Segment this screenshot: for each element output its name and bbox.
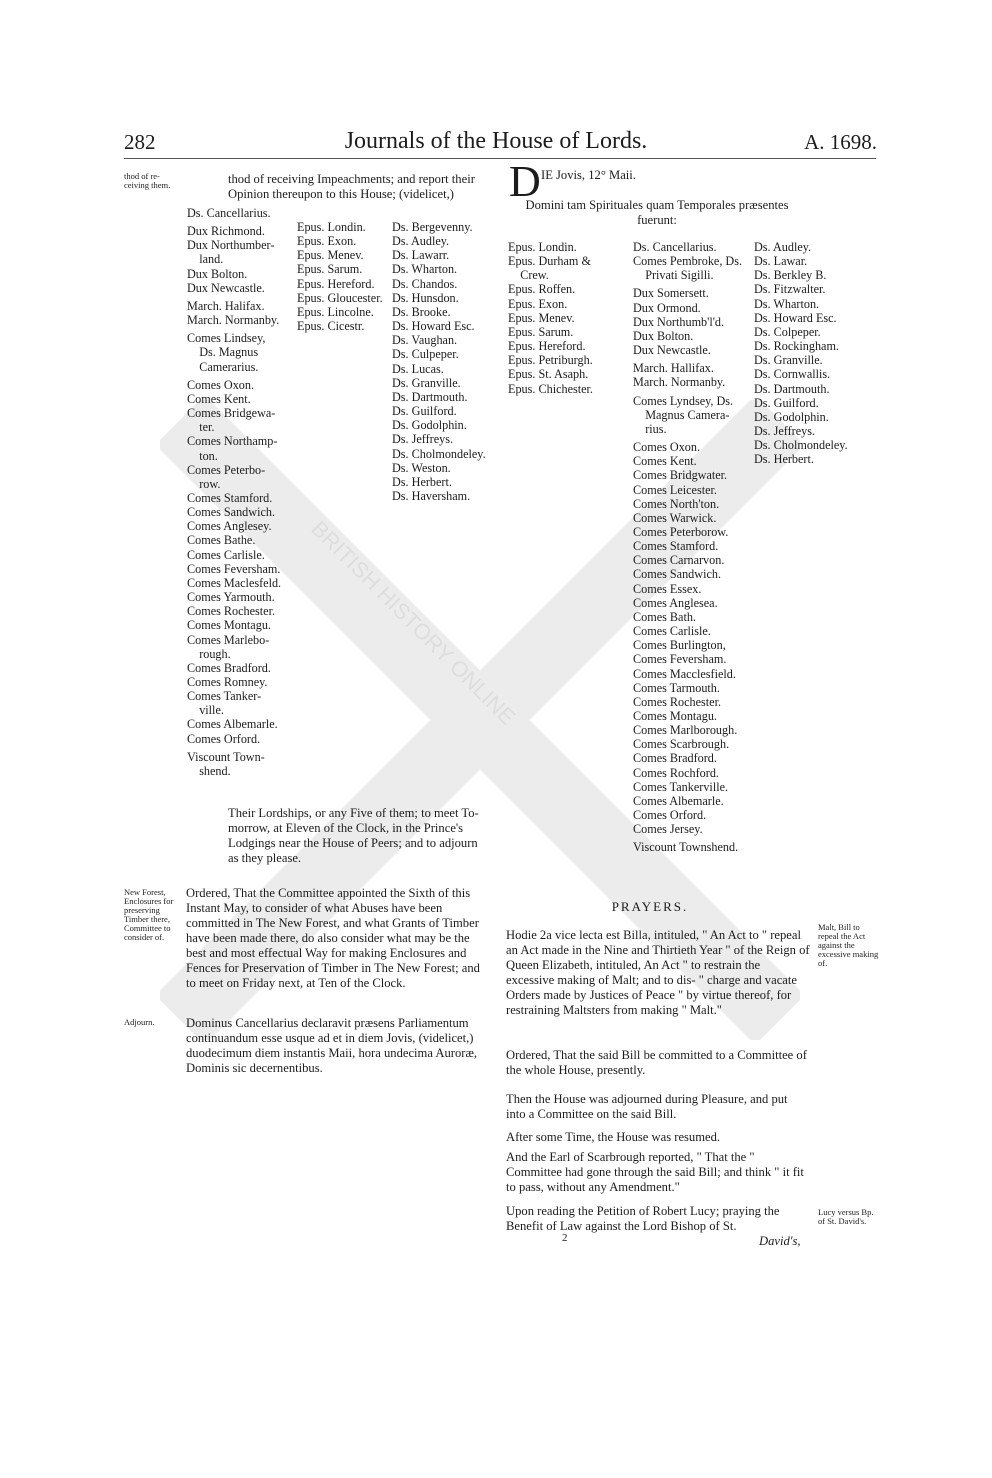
present-temporal-entry: Comes Bath. [633, 609, 696, 624]
ordered-bill-paragraph: Ordered, That the said Bill be committed to a Committee of the whole House, presently. [506, 1048, 807, 1077]
committee-temporal-entry: Dux Northumber- [187, 238, 275, 253]
margin-note-new-forest: New Forest, Enclosures for preserving Timber there, Committee to consider of. [124, 887, 174, 942]
present-baron-entry: Ds. Guilford. [754, 395, 819, 410]
committee-temporal-entry: shend. [187, 763, 231, 778]
present-bishop-entry: Epus. Chichester. [508, 381, 593, 396]
committee-temporal-entry: Comes Bridgewa- [187, 406, 276, 421]
present-bishop-entry: Epus. Roffen. [508, 282, 576, 297]
domini-praesentes: Domini tam Spirituales quam Temporales præsentes fuerunt: [525, 198, 789, 227]
present-temporal-entry: Comes Lyndsey, Ds. [633, 393, 734, 408]
committee-baron-entry: Ds. Weston. [392, 460, 451, 475]
committee-baron-entry: Ds. Culpeper. [392, 347, 459, 362]
present-temporal-entry: March. Hallifax. [633, 361, 714, 376]
present-temporal-entry: Dux Somersett. [633, 286, 709, 301]
petition-paragraph: Upon reading the Petition of Robert Lucy; praying the Benefit of Law against the Lord Bishop of St. [506, 1204, 780, 1233]
present-temporal-entry: rius. [633, 421, 667, 436]
committee-baron-entry: Ds. Dartmouth. [392, 389, 468, 404]
present-temporal-entry: Comes Carnarvon. [633, 553, 725, 568]
present-temporal-entry: Comes Feversham. [633, 652, 727, 667]
committee-bishop-entry: Epus. Lincolne. [297, 304, 374, 319]
present-temporal-entry: March. Normanby. [633, 375, 726, 390]
committee-baron-entry: Ds. Chandos. [392, 276, 458, 291]
committee-baron-entry: Ds. Lucas. [392, 361, 444, 376]
present-baron-entry: Ds. Colpeper. [754, 324, 821, 339]
prayers-heading: PRAYERS. [611, 899, 689, 914]
present-temporal-entry: Dux Bolton. [633, 328, 694, 343]
present-baron-entry: Ds. Herbert. [754, 452, 814, 467]
present-temporal-entry: Comes Jersey. [633, 822, 703, 837]
committee-bishop-entry: Epus. Exon. [297, 234, 357, 249]
impeachment-intro: thod of receiving Impeachments; and report their Opinion thereupon to this House; (videlicet,) [228, 172, 475, 201]
present-temporal-entry: Comes Rochford. [633, 765, 719, 780]
committee-bishop-entry: Epus. Sarum. [297, 262, 363, 277]
present-baron-entry: Ds. Audley. [754, 240, 812, 254]
present-temporal-entry: Comes Scarbrough. [633, 737, 730, 752]
committee-baron-entry: Ds. Godolphin. [392, 418, 467, 433]
margin-note-malt: Malt, Bill to repeal the Act against the excessive making of. [818, 922, 879, 968]
present-temporal-entry: Dux Northumb'l'd. [633, 314, 725, 329]
margin-note-method: thod of re-ceiving them. [124, 171, 171, 190]
present-temporal-entry: Comes Stamford. [633, 539, 719, 554]
committee-baron-entry: Ds. Bergevenny. [392, 220, 473, 234]
committee-temporal-entry: Comes Oxon. [187, 377, 255, 392]
committee-temporal-entry: Comes Carlisle. [187, 547, 265, 562]
die-jovis-heading: IE Jovis, 12° Maii. [541, 168, 636, 182]
committee-col-barons [392, 220, 492, 503]
committee-temporal-entry: Viscount Town- [187, 749, 265, 764]
present-temporal-entry: Comes Pembroke, Ds. [633, 254, 743, 269]
committee-temporal-entry: March. Normanby. [187, 313, 280, 328]
committee-temporal-entry: Comes Tanker- [187, 689, 262, 704]
committee-baron-entry: Ds. Vaughan. [392, 333, 458, 348]
present-temporal-entry: Comes Anglesea. [633, 595, 718, 610]
present-temporal-entry: Comes Warwick. [633, 510, 717, 525]
present-temporal-entry: Comes Tankerville. [633, 779, 729, 794]
committee-temporal-entry: Comes Sandwich. [187, 505, 276, 520]
signature-mark: 2 [562, 1232, 568, 1244]
committee-baron-entry: Ds. Guilford. [392, 404, 457, 419]
committee-temporal-entry: land. [187, 252, 224, 267]
committee-temporal-entry: Comes Bathe. [187, 533, 256, 548]
present-temporal-entry: Comes Tarmouth. [633, 680, 720, 695]
committee-temporal-entry: ville. [187, 703, 224, 718]
committee-temporal-entry: Comes Maclesfeld. [187, 575, 282, 590]
present-baron-entry: Ds. Fitzwalter. [754, 282, 826, 297]
page-title: Journals of the House of Lords. [344, 128, 648, 154]
present-temporal-entry: Comes Bridgwater. [633, 468, 728, 483]
present-baron-entry: Ds. Cholmondeley. [754, 438, 848, 453]
present-bishop-entry: Epus. Hereford. [508, 339, 586, 354]
resumed-paragraph: After some Time, the House was resumed. [506, 1130, 721, 1144]
present-col-bishops [508, 240, 628, 396]
committee-temporal-entry: Comes Albemarle. [187, 717, 278, 732]
present-temporal-entry: Comes Albemarle. [633, 793, 724, 808]
committee-bishop-entry: Epus. Londin. [297, 220, 366, 234]
committee-temporal-entry: Comes Yarmouth. [187, 590, 275, 605]
present-bishop-entry: Epus. Petriburgh. [508, 353, 593, 368]
committee-temporal-entry: Comes Feversham. [187, 561, 281, 576]
committee-baron-entry: Ds. Granville. [392, 375, 461, 390]
committee-temporal-entry: March. Halifax. [187, 298, 265, 313]
committee-bishop-entry: Epus. Gloucester. [297, 290, 383, 305]
committee-baron-entry: Ds. Audley. [392, 234, 450, 249]
committee-temporal-entry: Comes Stamford. [187, 490, 273, 505]
committee-temporal-entry: Ds. Cancellarius. [187, 206, 271, 220]
present-temporal-entry: Comes Kent. [633, 454, 697, 469]
present-bishop-entry: Epus. Menev. [508, 310, 575, 325]
committee-baron-entry: Ds. Wharton. [392, 262, 458, 277]
present-bishop-entry: Epus. St. Asaph. [508, 367, 589, 382]
committee-temporal-entry: row. [187, 476, 221, 491]
committee-temporal-entry: Comes Montagu. [187, 618, 271, 633]
margin-note-adjourn: Adjourn. [124, 1017, 155, 1027]
present-temporal-entry: Comes Bradford. [633, 751, 717, 766]
present-temporal-entry: Magnus Camera- [633, 407, 730, 422]
committee-temporal-entry: Comes Orford. [187, 731, 261, 746]
present-baron-entry: Ds. Godolphin. [754, 409, 829, 424]
present-temporal-entry: Comes Carlisle. [633, 624, 711, 639]
present-temporal-entry: Comes Sandwich. [633, 567, 722, 582]
header-rule [124, 158, 876, 159]
present-temporal-entry: Comes Essex. [633, 581, 702, 596]
committee-baron-entry: Ds. Haversham. [392, 488, 471, 503]
committee-baron-entry: Ds. Howard Esc. [392, 319, 475, 334]
committee-col-bishops [297, 220, 389, 333]
hodie-paragraph: Hodie 2a vice lecta est Billa, intituled, " An Act to " repeal an Act made in the Nine and Thirtieth Year " of the Reign of Queen Elizabeth, intituled, An Act " to restrain the excessive making of Malt; and to dis- " charge and vacate Orders made by Justices of Peace " by virtue thereof, for restraining Maltsters from making " Malt." [506, 928, 810, 1017]
present-temporal-entry: Comes Peterborow. [633, 524, 729, 539]
committee-temporal-entry: Comes Bradford. [187, 660, 271, 675]
committee-bishop-entry: Epus. Cicestr. [297, 319, 365, 334]
page-number: 282 [124, 130, 156, 154]
margin-note-lucy: Lucy versus Bp. of St. David's. [818, 1207, 874, 1226]
committee-temporal-entry: ton. [187, 448, 218, 463]
present-baron-entry: Ds. Wharton. [754, 296, 820, 311]
present-temporal-entry: Comes Rochester. [633, 694, 722, 709]
watermark-text: BRITISH HISTORY ONLINE [306, 515, 521, 730]
present-baron-entry: Ds. Berkley B. [754, 268, 827, 283]
committee-baron-entry: Ds. Hunsdon. [392, 290, 459, 305]
present-temporal-entry: Privati Sigilli. [633, 268, 714, 283]
present-temporal-entry: Dux Ormond. [633, 300, 701, 315]
committee-baron-entry: Ds. Lawarr. [392, 248, 450, 263]
present-bishop-entry: Epus. Durham & [508, 254, 591, 269]
present-baron-entry: Ds. Lawar. [754, 254, 808, 269]
committee-baron-entry: Ds. Jeffreys. [392, 432, 454, 447]
present-temporal-entry: Comes Marlborough. [633, 723, 738, 738]
committee-bishop-entry: Epus. Menev. [297, 248, 364, 263]
committee-temporal-entry: Comes Lindsey, [187, 331, 266, 346]
present-baron-entry: Ds. Cornwallis. [754, 367, 831, 382]
present-bishop-entry: Epus. Londin. [508, 240, 577, 254]
present-bishop-entry: Epus. Exon. [508, 296, 568, 311]
present-baron-entry: Ds. Jeffreys. [754, 424, 816, 439]
committee-temporal-entry: Comes Rochester. [187, 604, 276, 619]
present-col-temporal [633, 240, 753, 855]
present-temporal-entry: Comes Burlington, [633, 638, 726, 653]
committee-temporal-entry: Camerarius. [187, 359, 259, 374]
adjourned-paragraph: Then the House was adjourned during Pleasure, and put into a Committee on the said Bill. [506, 1092, 788, 1121]
present-temporal-entry: Comes Macclesfield. [633, 666, 736, 681]
dominus-paragraph: Dominus Cancellarius declaravit præsens Parliamentum continuandum esse usque ad et in diem Jovis, (videlicet,) duodecimum diem instantis Maii, hora undecima Auroræ, Dominis sic decernentibus. [186, 1016, 478, 1075]
present-temporal-entry: Comes Oxon. [633, 440, 701, 455]
present-temporal-entry: Comes Leicester. [633, 482, 717, 497]
present-temporal-entry: Comes Orford. [633, 808, 707, 823]
committee-temporal-entry: Dux Newcastle. [187, 280, 265, 295]
committee-temporal-entry: Comes Kent. [187, 391, 251, 406]
committee-temporal-entry: rough. [187, 646, 231, 661]
committee-baron-entry: Ds. Cholmondeley. [392, 446, 486, 461]
present-baron-entry: Ds. Rockingham. [754, 339, 839, 354]
committee-temporal-entry: ter. [187, 420, 215, 435]
committee-temporal-entry: Comes Northamp- [187, 434, 278, 449]
committee-temporal-entry: Dux Richmond. [187, 224, 265, 239]
present-baron-entry: Ds. Howard Esc. [754, 310, 837, 325]
committee-bishop-entry: Epus. Hereford. [297, 276, 375, 291]
committee-temporal-entry: Comes Peterbo- [187, 462, 266, 477]
committee-temporal-entry: Dux Bolton. [187, 266, 248, 281]
committee-temporal-entry: Comes Marlebo- [187, 632, 270, 647]
committee-col-temporal [187, 206, 292, 778]
earl-report-paragraph: And the Earl of Scarbrough reported, " That the " Committee had gone through the said Bill; and think " it fit to pass, without any Amendment." [506, 1150, 804, 1194]
drop-cap: D [509, 157, 541, 206]
present-baron-entry: Ds. Dartmouth. [754, 381, 830, 396]
present-temporal-entry: Dux Newcastle. [633, 343, 711, 358]
committee-baron-entry: Ds. Herbert. [392, 474, 452, 489]
committee-baron-entry: Ds. Brooke. [392, 304, 451, 319]
committee-temporal-entry: Comes Anglesey. [187, 519, 272, 534]
present-temporal-entry: Ds. Cancellarius. [633, 240, 717, 254]
catchword: David's, [759, 1234, 801, 1248]
committee-temporal-entry: Comes Romney. [187, 675, 268, 689]
ordered-forest-paragraph: Ordered, That the Committee appointed the Sixth of this Instant May, to consider of what Abuses have been committed in The New Forest, and what Grants of Timber have been made there, do also consider what may be the best and most effectual Way for making Enclosures and Fences for Preservation of Timber in The New Forest; and to meet on Friday next, at Ten of the Clock. [186, 886, 480, 990]
page-year: A. 1698. [804, 130, 877, 154]
committee-temporal-entry: Ds. Magnus [187, 345, 259, 360]
present-col-barons [754, 240, 864, 467]
present-temporal-entry: Comes Montagu. [633, 709, 717, 723]
present-baron-entry: Ds. Granville. [754, 353, 823, 368]
present-bishop-entry: Crew. [508, 268, 549, 283]
present-bishop-entry: Epus. Sarum. [508, 324, 574, 339]
present-temporal-entry: Viscount Townshend. [633, 840, 739, 855]
present-temporal-entry: Comes North'ton. [633, 496, 720, 511]
lordships-paragraph: Their Lordships, or any Five of them; to meet To-morrow, at Eleven of the Clock, in the Prince's Lodgings near the House of Peers; and to adjourn as they please. [228, 806, 479, 865]
